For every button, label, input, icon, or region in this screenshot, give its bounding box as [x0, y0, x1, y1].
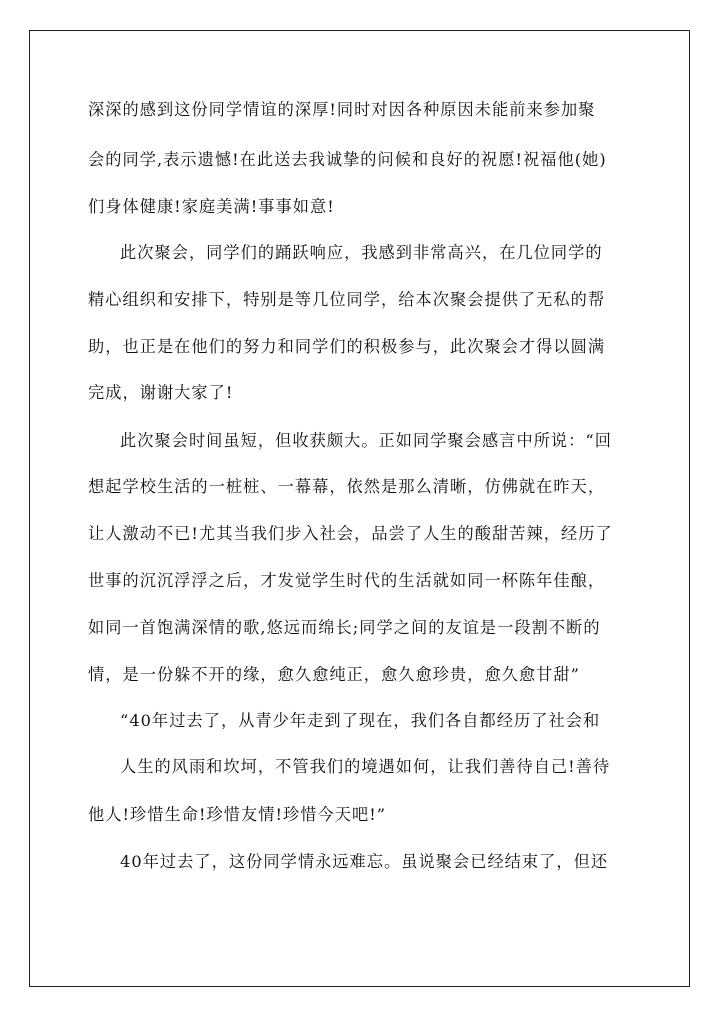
text-line: 深深的感到这份同学情谊的深厚!同时对因各种原因未能前来参加聚	[88, 100, 596, 119]
text-line: 他人!珍惜生命!珍惜友情!珍惜今天吧!”	[88, 805, 387, 824]
text-line: 精心组织和安排下，特别是等几位同学，给本次聚会提供了无私的帮	[88, 290, 606, 309]
text-line: 完成，谢谢大家了!	[88, 383, 234, 402]
paragraph-start: 此次聚会时间虽短，但收获颇大。正如同学聚会感言中所说：“回	[120, 431, 612, 450]
text-line: 世事的沉沉浮浮之后，才发觉学生时代的生活就如同一杯陈年佳酿，	[88, 571, 606, 590]
paragraph-start: “40年过去了，从青少年走到了现在，我们各自都经历了社会和	[120, 711, 601, 730]
text-line: 人生的风雨和坎坷，不管我们的境遇如何，让我们善待自己!善待	[120, 757, 611, 776]
text-line: 们身体健康!家庭美满!事事如意!	[88, 197, 335, 216]
text-line: 让人激动不已!尤其当我们步入社会，品尝了人生的酸甜苦辣，经历了	[88, 524, 613, 543]
paragraph-start: 40年过去了，这份同学情永远难忘。虽说聚会已经结束了，但还	[120, 852, 609, 871]
text-line: 会的同学,表示遗憾!在此送去我诚挚的问候和良好的祝愿!祝福他(她)	[88, 150, 607, 169]
text-line: 想起学校生活的一桩桩、一幕幕，依然是那么清晰，仿佛就在昨天，	[88, 477, 606, 496]
text-line: 如同一首饱满深情的歌,悠远而绵长;同学之间的友谊是一段割不断的	[88, 618, 601, 637]
paragraph-start: 此次聚会，同学们的踊跃响应，我感到非常高兴，在几位同学的	[120, 243, 603, 262]
text-line: 情，是一份躲不开的缘，愈久愈纯正，愈久愈珍贵，愈久愈甘甜”	[88, 665, 580, 684]
text-line: 助，也正是在他们的努力和同学们的积极参与，此次聚会才得以圆满	[88, 337, 606, 356]
